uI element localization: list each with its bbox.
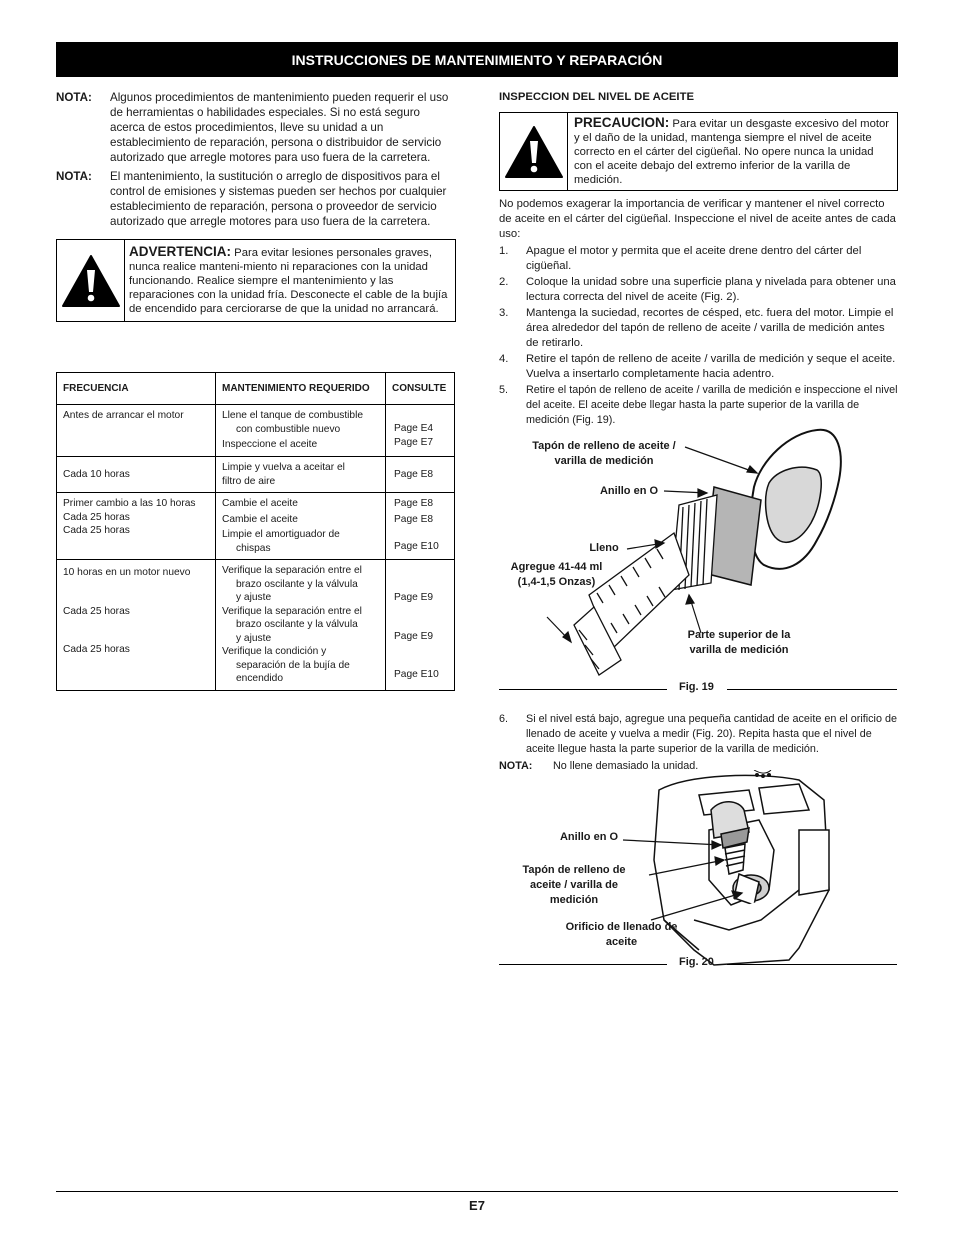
nota-label: NOTA: [499, 760, 533, 772]
advertencia-box [56, 239, 456, 322]
cell-line: filtro de aire [222, 475, 276, 487]
maintenance-table [56, 372, 455, 691]
figure-20 [499, 770, 899, 975]
list-item [499, 383, 899, 428]
step-text: Coloque la unidad sobre una superficie plana y nivelada para obtener una lectura correcta del nivel de aceite (Fig. 2). [526, 276, 896, 303]
section-heading: INSPECCION DEL NIVEL DE ACEITE [499, 91, 695, 103]
step-number: 1. [499, 245, 509, 257]
cell-line: Cambie el aceite [222, 498, 298, 509]
cell-line: Cada 25 horas [63, 605, 130, 617]
table-header-row [57, 373, 455, 405]
fig20-label-anillo: Anillo en O [559, 831, 619, 843]
list-item [499, 306, 899, 351]
steps-list [499, 244, 899, 428]
cell-line: y ajuste [236, 632, 272, 644]
cell-line: Page E7 [394, 436, 434, 448]
warning-triangle-icon [61, 254, 121, 308]
table-row [57, 493, 455, 560]
cell-line: Verifique la separación entre el [222, 565, 362, 576]
step-text: Apague el motor y permita que el aceite drene dentro del cárter del cigüeñal. [526, 245, 862, 272]
figure-19 [499, 425, 899, 700]
step-text: Retire el tapón de relleno de aceite / varilla de medición e inspeccione el nivel del aceite. El aceite debe llegar hasta la parte superior de la varilla de medición (Fig. 19). [526, 384, 898, 426]
cell-line: brazo oscilante y la válvula [236, 578, 358, 590]
cell-line: chispas [236, 542, 271, 554]
precaucion-text: Para evitar un desgaste excesivo del motor y el daño de la unidad, mantenga siempre el nivel de aceite correcto en el cárter del cigüeñal. No opere nunca la unidad con el aceite debajo del extremo inferior de la varilla de medición. [574, 118, 890, 186]
cell-line: Page E9 [394, 592, 434, 603]
fig20-rule-right [727, 964, 897, 965]
cell-line: Limpie el amortiguador de [222, 529, 340, 540]
cell-line: Verifique la separación entre el [222, 605, 362, 617]
step-number: 5. [499, 384, 509, 396]
cell-line: con combustible nuevo [236, 423, 341, 435]
precaucion-box [499, 112, 898, 191]
list-item [499, 244, 899, 274]
cell-line: Cada 25 horas [63, 511, 130, 523]
section-title: INSTRUCCIONES DE MANTENIMIENTO Y REPARACIÓN [291, 51, 663, 68]
nota-2 [56, 169, 458, 229]
page-number: E7 [469, 1198, 485, 1213]
fig20-label-orificio: Orificio de llenado de aceite [565, 921, 678, 948]
step-number: 6. [499, 713, 509, 725]
table-cell-maintenance [216, 405, 386, 457]
cell-line: Page E4 [394, 423, 434, 434]
table-cell-maintenance [216, 457, 386, 493]
step-text: Retire el tapón de relleno de aceite / varilla de medición y seque el aceite. Vuelva a insertarlo completamente hacia adentro. [526, 353, 896, 380]
table-cell-frequency [57, 560, 216, 691]
step-number: 2. [499, 276, 509, 288]
cell-line: Antes de arrancar el motor [63, 410, 184, 421]
nota-text: Algunos procedimientos de mantenimiento pueden requerir el uso de herramientas o habilidades especiales. Si no está seguro acerca de estos procedimientos, lleve su unidad a un establecimiento de reparación, persona o distribuidor de servicio autorizado que arregle motores para uso fuera de la carretera. [110, 91, 449, 164]
fig19-caption: Fig. 19 [679, 681, 714, 693]
table-row [57, 405, 455, 457]
table-cell-page [386, 560, 455, 691]
fig19-rule-right [727, 689, 897, 690]
step-text: Mantenga la suciedad, recortes de césped, etc. fuera del motor. Limpie el área alrededor del tapón de relleno de aceite / varilla de medición antes de retirarlo. [526, 307, 894, 349]
nota-label: NOTA: [56, 170, 92, 183]
table-cell-page [386, 405, 455, 457]
table-cell-frequency [57, 493, 216, 560]
warning-triangle-icon [504, 125, 564, 179]
fig19-label-tapon: Tapón de relleno de aceite / varilla de medición [532, 440, 676, 467]
step-number: 4. [499, 353, 509, 365]
cell-line: Page E10 [394, 669, 439, 680]
table-cell-page [386, 457, 455, 493]
cell-line: Cada 25 horas [63, 525, 130, 536]
cell-line: Inspeccione el aceite [222, 439, 318, 450]
table-row [57, 560, 455, 691]
cell-line: Page E8 [394, 468, 434, 480]
table-cell-maintenance [216, 493, 386, 560]
cell-line: brazo oscilante y la válvula [236, 619, 358, 630]
fig19-label-parte: Parte superior de la varilla de medición [687, 629, 791, 656]
fig20-caption: Fig. 20 [679, 956, 714, 968]
advertencia-title: ADVERTENCIA: [129, 244, 232, 259]
table-header: FRECUENCIA [57, 373, 216, 405]
table-row [57, 457, 455, 493]
cell-line: Page E9 [394, 630, 434, 642]
cell-line: 10 horas en un motor nuevo [63, 567, 191, 578]
fig19-label-agregue: Agregue 41-44 ml (1,4-1,5 Onzas) [510, 561, 603, 588]
precaucion-text-block [568, 113, 897, 190]
cell-line: Limpie y vuelva a aceitar el [222, 462, 345, 473]
fig20-rule-left [499, 964, 667, 965]
step-text: Si el nivel está bajo, agregue una pequeña cantidad de aceite en el orificio de llenado de aceite y vuelva a medir (Fig. 20). Repita hasta que el nivel de aceite llegue hasta la parte superior de la varilla de medición. [526, 713, 897, 755]
cell-line: Cada 10 horas [63, 468, 130, 480]
cell-line: separación de la bujía de [236, 659, 350, 671]
cell-line: Cambie el aceite [222, 513, 298, 525]
cell-line: Cada 25 horas [63, 644, 130, 655]
list-item [499, 275, 899, 305]
advertencia-text: Para evitar lesiones personales graves, nunca realice manteni-miento ni reparaciones con la unidad funcionando. Realice siempre el mantenimiento y las reparaciones con la unidad fría. Desconecte el cable de la bujía de encendido para cerciorarse de que la unidad no arrancará. [129, 247, 448, 315]
section-header [56, 42, 898, 77]
left-column [56, 90, 458, 322]
fig19-label-lleno: Lleno [589, 542, 619, 554]
table-cell-page [386, 493, 455, 560]
fig19-rule-left [499, 689, 667, 690]
fig20-label-tapon: Tapón de relleno de aceite / varilla de medición [522, 864, 626, 906]
cell-line: y ajuste [236, 592, 272, 603]
nota-text: No llene demasiado la unidad. [553, 760, 699, 772]
cell-line: Page E8 [394, 513, 434, 525]
warning-icon-cell [57, 240, 125, 321]
steps-list [499, 712, 899, 757]
cell-line: Page E8 [394, 498, 434, 509]
table-cell-maintenance [216, 560, 386, 691]
right-column [499, 90, 899, 429]
step-number: 3. [499, 307, 509, 319]
cell-line: Llene el tanque de combustible [222, 410, 364, 421]
cell-line: Page E10 [394, 541, 439, 552]
list-item [499, 352, 899, 382]
cell-line: Primer cambio a las 10 horas [63, 498, 196, 509]
advertencia-text-block [125, 240, 455, 321]
step6-block [499, 712, 899, 778]
nota-1 [56, 90, 458, 165]
footer-rule [56, 1191, 898, 1192]
intro-paragraph: No podemos exagerar la importancia de verificar y mantener el nivel correcto de aceite en el cárter del cigüeñal. Inspeccione el nivel de aceite antes de cada uso: [499, 198, 896, 240]
warning-icon-cell [500, 113, 568, 190]
nota-text: El mantenimiento, la sustitución o arreglo de dispositivos para el control de emisiones y sistemas pueden ser hechos por cualquier establecimiento de reparación, persona o proveedor de servicio autorizado que arregle motores para uso fuera de la carretera. [110, 170, 447, 228]
cell-line: Verifique la condición y [222, 646, 327, 657]
nota-label: NOTA: [56, 91, 92, 104]
cell-line: encendido [236, 673, 284, 684]
table-cell-frequency [57, 457, 216, 493]
precaucion-title: PRECAUCION: [574, 115, 670, 130]
list-item [499, 712, 899, 757]
table-cell-frequency [57, 405, 216, 457]
table-header: MANTENIMIENTO REQUERIDO [216, 373, 386, 405]
fig19-label-anillo: Anillo en O [599, 485, 659, 497]
table-header: CONSULTE [386, 373, 455, 405]
